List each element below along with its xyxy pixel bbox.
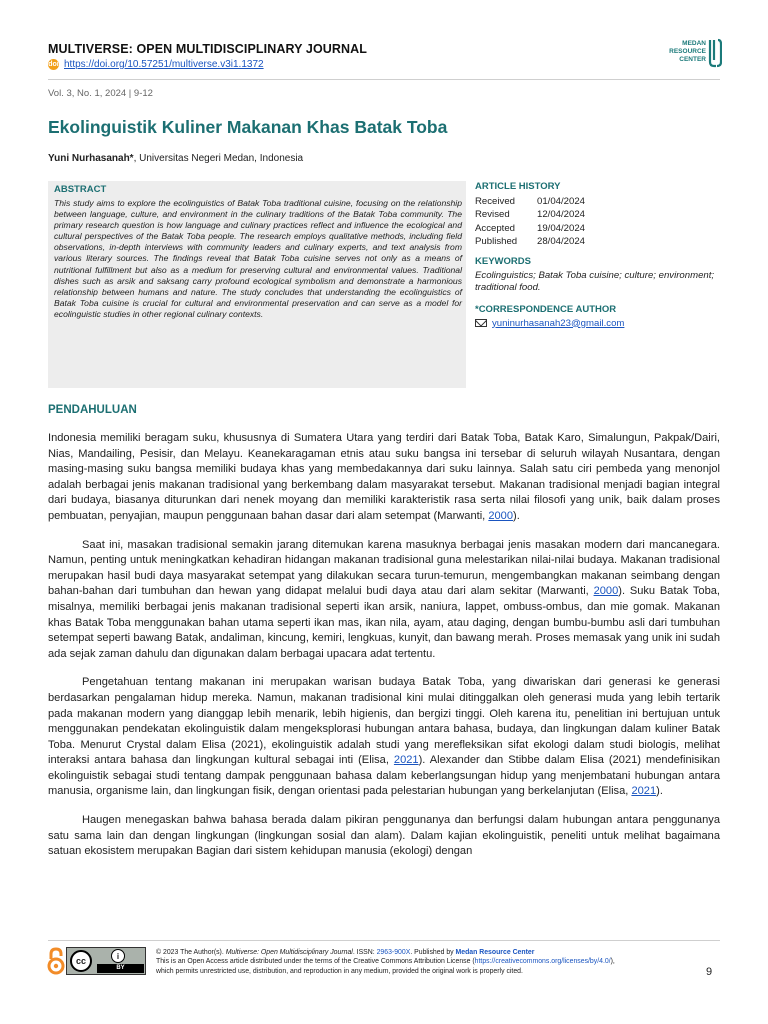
history-date: 28/04/2024 (537, 236, 586, 248)
journal-name: MULTIVERSE: OPEN MULTIDISCIPLINARY JOURNAL (48, 42, 368, 56)
keywords-heading: KEYWORDS (475, 255, 531, 267)
history-date: 01/04/2024 (537, 196, 586, 207)
logo-mark-icon (708, 38, 722, 68)
history-date: 19/04/2024 (537, 222, 586, 234)
journal-italic: Multiverse: Open Multidisciplinary Journal (225, 949, 353, 956)
footer-line3: which permits unrestricted use, distribution, and reproduction in any medium, provided the original work is properly cited. (156, 967, 523, 975)
paragraph-text: Pengetahuan tentang makanan ini merupakan warisan budaya Batak Toba, yang diwariskan dari generasi ke generasi berdasarkan pengalaman hidup mereka. Namun, makanan tradisional kini mulai ditinggalkan oleh generasi muda yang lebih tertarik pada makanan modern yang dianggap lebih menarik, lebih higienis, dan bergizi tinggi. Oleh karena itu, penelitian ini bertujuan untuk menggunakan pendekatan ekolinguistik dalam mengeksplorasi hubungan antara bahasa, budaya, dan lingkungan dalam kuliner Batak Toba. Menurut Crystal dalam Elisa (2021), ekolinguistik adalah studi yang merefleksikan sifat ekologi dalam studi biologis, melihat interaksi antara bahasa dan lingkungan kultural sebagai inti (Elisa, (48, 676, 720, 767)
attribution-icon: i (111, 949, 125, 963)
abstract-heading: ABSTRACT (54, 184, 107, 195)
paragraph (48, 431, 720, 525)
history-date: 12/04/2024 (537, 209, 586, 221)
cc-icon: cc (70, 950, 92, 972)
correspondence-heading: *CORRESPONDENCE AUTHOR (475, 303, 617, 315)
license-url-link[interactable]: https://creativecommons.org/licenses/by/4.0/ (474, 958, 611, 966)
volume-info: Vol. 3, No. 1, 2024 | 9-12 (48, 88, 153, 99)
author-name: Yuni Nurhasanah* (48, 153, 134, 164)
publisher-logo (658, 36, 722, 72)
history-label: Received (475, 196, 515, 207)
citation-link[interactable]: 2021 (631, 785, 657, 798)
doi-row (48, 59, 720, 70)
history-label: Revised (475, 209, 510, 221)
paragraph (48, 538, 720, 663)
footer-line2 (156, 957, 676, 966)
abstract-box (48, 181, 466, 388)
logo-line1: MEDAN (682, 40, 706, 47)
paragraph-text: Haugen menegaskan bahwa bahasa berada dalam pikiran penggunanya dan berfungsi dalam hubungan antara penggunanya satu sama lain dan dengan lingkungan (lingkungan sosial dan alam). Dalam kajian ekolinguistik, peneliti untuk melihat bagaimana satuan ekosistem merupakan Bagian dari sistem kehidupan manusia (ekologi) dengan (48, 814, 720, 858)
citation-link[interactable]: 2000 (593, 585, 619, 598)
journal-header (48, 42, 720, 70)
article-body (48, 431, 720, 873)
history-row (475, 195, 720, 208)
by-label: BY (97, 964, 144, 973)
logo-line3: CENTER (679, 56, 706, 63)
envelope-icon (475, 319, 487, 327)
history-list (475, 195, 720, 249)
paragraph-text: ). Alexander dan Stibbe dalam Elisa (2021) mendefinisikan ekolinguistik sebagai studi tentang dampak penggunaan bahasa dalam keberlangsungan hidup yang menjembatani hubungan antara manusia, organisme lain, dan lingkungan fisik, dengan orientasi pada pelestarian hubungan yang berkelanjutan (Elisa, (48, 754, 720, 798)
page-number: 9 (706, 966, 713, 978)
history-row (475, 235, 720, 248)
paragraph (48, 675, 720, 800)
keywords-text: Ecolinguistics; Batak Toba cuisine; culture; environment; traditional food. (475, 269, 715, 294)
author-affiliation: , Universitas Negeri Medan, Indonesia (133, 153, 304, 164)
history-heading: ARTICLE HISTORY (475, 181, 561, 192)
footer-license-text (156, 948, 676, 976)
history-row (475, 208, 720, 221)
abstract-text: This study aims to explore the ecolinguistics of Batak Toba traditional cuisine, focusing on the relationship between language, culture, and environment in the culinary traditions of the Batak Toba community. The primary research question is how language and culinary practices reflect and influence the ecological and cultural perspectives of the Batak Toba people. The research employs qualitative methods, including field observations, in-depth interviews with community leaders and culinary experts, and text analysis from various literary sources. The findings reveal that Batak Toba cuisine serves not only as a means of nutritional fulfillment but also as a medium for preserving cultural and environmental values. Traditional dishes such as arsik and saksang carry profound ecological symbolism and demonstrate a harmonious relationship between humans and nature. The study concludes that understanding the ecolinguistics of Batak Toba cuisine is crucial for cultural and environmental preservation and can serve as a model for ecolinguistic studies in other regional culinary contexts. (54, 198, 462, 319)
history-label: Published (475, 236, 518, 248)
publisher-link[interactable]: Medan Resource Center (455, 949, 535, 956)
article-title: Ekolinguistik Kuliner Makanan Khas Batak Toba (48, 117, 448, 137)
issn-label: . ISSN: (352, 949, 377, 956)
doi-link[interactable]: https://doi.org/10.57251/multiverse.v3i1.1372 (64, 59, 264, 70)
correspondence-email-link[interactable]: yuninurhasanah23@gmail.com (492, 317, 625, 329)
cc-by-license-badge[interactable] (66, 947, 146, 975)
footer-line1 (156, 948, 676, 957)
paragraph-text: Indonesia memiliki beragam suku, khususnya di Sumatera Utara yang terdiri dari Batak Toba, Batak Karo, Simalungun, Pakpak/Dairi, Nias, Mandailing, Pesisir, dan Melayu. Keanekaragaman etnis atau suku bangsa ini tersebar di seluruh wilayah Nusantara, dengan masing-masing suku bangsa memiliki budaya khas yang membedakannya dari suku lainnya. Salah satu ciri pembeda yang menonjol adalah berbagai jenis makanan tradisional yang berkembang dalam masyarakat tersebut. Makanan tradisional menjadi bagian integral dari budaya, biasanya diturunkan dari nenek moyang dan memiliki karakteristik rasa serta nilai filosofi yang unik, baik dalam proses pembuatan, penyajian, maupun penggunaan bahan dasar dari alam setempat (Marwanti, (48, 432, 720, 522)
doi-icon: doi (48, 61, 59, 68)
author-line (48, 153, 303, 164)
paragraph-text: ). (656, 785, 663, 798)
citation-link[interactable]: 2021 (393, 754, 419, 767)
paragraph (48, 813, 720, 860)
history-row (475, 222, 720, 235)
history-label: Accepted (475, 222, 516, 234)
open-access-icon (46, 947, 66, 975)
section-heading: PENDAHULUAN (48, 404, 137, 416)
header-divider (48, 79, 720, 80)
correspondence-email-row (475, 318, 720, 329)
citation-link[interactable]: 2000 (488, 509, 514, 522)
paragraph-text: Saat ini, masakan tradisional semakin jarang ditemukan karena masuknya berbagai jenis masakan modern dari mancanegara. Namun, penting untuk meningkatkan kehadiran hidangan makanan tradisional guna melestarikan nilai-nilai budaya. Makanan tradisional merupakan hasil budi daya masyarakat setempat yang dilakukan secara turun-temurun, mengembangkan makanan seimbang dengan bahan-bahan dari tumbuhan dan hewan yang didapat melalui budi daya atau dari alam sekitar (Marwanti, (48, 538, 720, 598)
license-text: This is an Open Access article distributed under the terms of the Creative Commons Attribution License ( (156, 958, 475, 966)
footer-divider (48, 940, 720, 941)
paragraph-text: ). Suku Batak Toba, misalnya, memiliki berbagai jenis makanan tradisional seperti ikan arsik, naniura, lappet, ombuss-ombus, dan mie gomak. Makanan khas Batak Toba menggunakan bahan utama seperti ikan mas, ikan nila, ayam, atau daging, dengan bumbu-bumbu asli dari tumbuhan setempat seperti bawang Batak, andaliman, kincung, kemiri, lengkuas, kunyit, dan bawang merah. Proses memasak yang unik ini sudah ada sejak zaman dahulu dan digunakan dalam berbagai upacara adat tertentu. (48, 585, 720, 660)
copyright-text: © 2023 The Author(s). (156, 949, 226, 956)
license-text-end: ), (610, 958, 615, 966)
published-by: . Published by (410, 949, 456, 956)
issn-link[interactable]: 2963-900X (376, 949, 411, 956)
logo-text (669, 40, 706, 64)
logo-line2: RESOURCE (669, 48, 706, 55)
paragraph-text: ). (513, 509, 520, 522)
article-sidebar (475, 181, 720, 329)
